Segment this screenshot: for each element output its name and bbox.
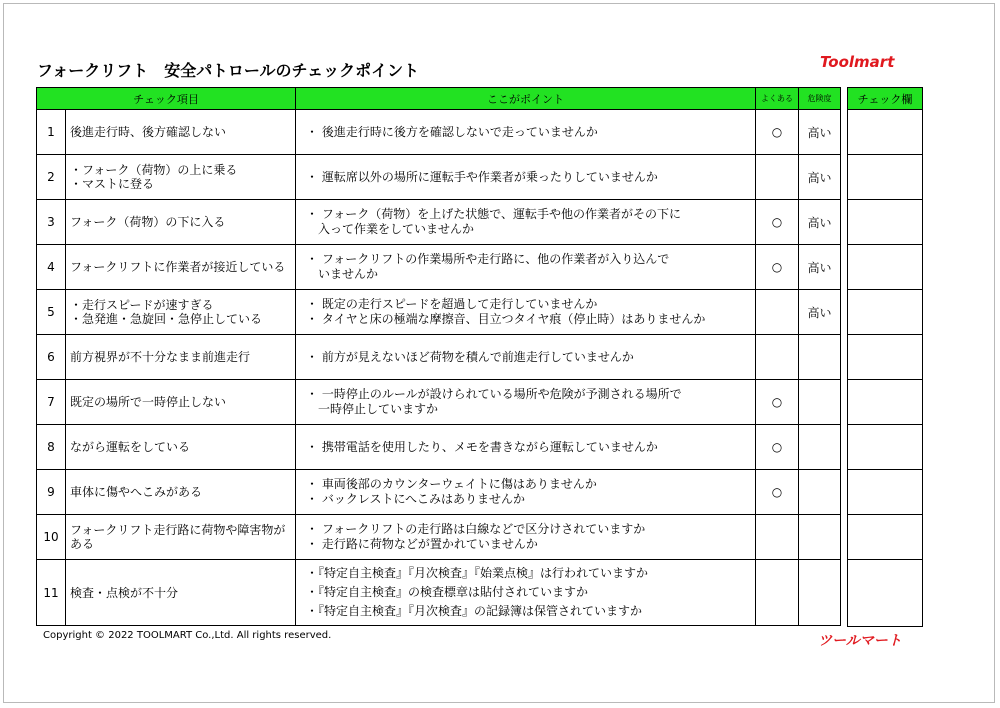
check-item-line: ・マストに登る (70, 177, 155, 191)
point-line: ・ タイヤと床の極端な摩擦音、目立つタイヤ痕（停止時）はありませんか (306, 312, 706, 326)
table-row (37, 335, 841, 380)
point-line: いませんか (306, 267, 379, 281)
risk-level (799, 515, 841, 560)
row-number: 3 (37, 200, 66, 245)
check-item-line: ・急発進・急旋回・急停止している (70, 312, 263, 326)
table-row (37, 110, 841, 155)
point-cell (296, 470, 756, 515)
point-line: ・ 前方が見えないほど荷物を積んで前進走行していませんか (306, 349, 634, 364)
check-box-cell[interactable] (848, 110, 923, 155)
check-row (848, 290, 923, 335)
risk-level: 高い (799, 290, 841, 335)
table-row (37, 470, 841, 515)
risk-level: 高い (799, 155, 841, 200)
check-item-line: ながら運転をしている (70, 440, 191, 454)
table-header-row (37, 88, 841, 110)
check-box-cell[interactable] (848, 335, 923, 380)
point-line: ・ フォークリフトの走行路は白線などで区分けされていますか (306, 522, 646, 536)
point-cell (296, 200, 756, 245)
toolmart-logo (818, 52, 922, 70)
check-box-cell[interactable] (848, 245, 923, 290)
row-number: 8 (37, 425, 66, 470)
header-risk: 危険度 (799, 88, 841, 110)
table-row (37, 560, 841, 626)
check-item (66, 110, 296, 155)
point-line: ・『特定自主検査』『月次検査』の記録簿は保管されていますか (306, 604, 643, 618)
check-item (66, 560, 296, 626)
check-item-line: 検査・点検が不十分 (70, 585, 179, 600)
point-line: 一時停止していますか (306, 402, 439, 416)
point-line: ・ 後進走行時に後方を確認しないで走っていませんか (306, 124, 598, 139)
check-item (66, 425, 296, 470)
row-number: 9 (37, 470, 66, 515)
check-item (66, 245, 296, 290)
point-line: ・ 携帯電話を使用したり、メモを書きながら運転していませんか (306, 439, 658, 454)
check-row (848, 425, 923, 470)
page-title: フォークリフト 安全パトロールのチェックポイント (37, 61, 420, 80)
check-item (66, 335, 296, 380)
frequent-mark (756, 155, 799, 200)
risk-level (799, 470, 841, 515)
frequent-mark: ○ (756, 425, 799, 470)
frequent-mark (756, 515, 799, 560)
frequent-mark: ○ (756, 245, 799, 290)
frequent-mark (756, 560, 799, 626)
table-row (37, 290, 841, 335)
point-line: ・ 車両後部のカウンターウェイトに傷はありませんか (306, 477, 597, 491)
check-row (848, 110, 923, 155)
check-item-line: フォークリフトに作業者が接近している (70, 260, 286, 274)
risk-level (799, 335, 841, 380)
point-line: ・ 運転席以外の場所に運転手や作業者が乗ったりしていませんか (306, 169, 658, 184)
risk-level: 高い (799, 110, 841, 155)
point-cell (296, 380, 756, 425)
table-row (37, 515, 841, 560)
header-check-item: チェック項目 (37, 88, 296, 110)
row-number: 4 (37, 245, 66, 290)
toolmart-katakana-logo-text: ツールマート (818, 633, 902, 648)
checkpoint-table (36, 87, 841, 626)
point-line: ・ 既定の走行スピードを超過して走行していませんか (306, 297, 598, 311)
check-item-line: ある (70, 537, 95, 551)
check-row (848, 245, 923, 290)
risk-level (799, 380, 841, 425)
check-item (66, 380, 296, 425)
check-item (66, 290, 296, 335)
point-line: ・ 一時停止のルールが設けられている場所や危険が予測される場所で (306, 387, 682, 401)
check-item-line: ・走行スピードが速すぎる (70, 298, 214, 312)
check-row (848, 515, 923, 560)
row-number: 1 (37, 110, 66, 155)
point-line: ・ 走行路に荷物などが置かれていませんか (306, 537, 538, 551)
check-item-line: ・フォーク（荷物）の上に乗る (70, 163, 238, 177)
check-item (66, 155, 296, 200)
check-item-line: フォーク（荷物）の下に入る (70, 215, 226, 229)
row-number: 6 (37, 335, 66, 380)
check-item-line: フォークリフト走行路に荷物や障害物が (70, 523, 286, 537)
row-number: 5 (37, 290, 66, 335)
check-row (848, 200, 923, 245)
check-column-table (847, 87, 923, 627)
check-box-cell[interactable] (848, 560, 923, 627)
risk-level: 高い (799, 245, 841, 290)
frequent-mark: ○ (756, 470, 799, 515)
point-cell (296, 245, 756, 290)
check-box-cell[interactable] (848, 515, 923, 560)
point-cell (296, 425, 756, 470)
header-point: ここがポイント (296, 88, 756, 110)
check-row (848, 380, 923, 425)
frequent-mark: ○ (756, 110, 799, 155)
frequent-mark: ○ (756, 380, 799, 425)
point-line: ・ フォーク（荷物）を上げた状態で、運転手や他の作業者がその下に (306, 207, 681, 221)
toolmart-katakana-logo (816, 630, 922, 648)
point-cell (296, 515, 756, 560)
table-row (37, 200, 841, 245)
row-number: 11 (37, 560, 66, 626)
row-number: 7 (37, 380, 66, 425)
header-check-column: チェック欄 (848, 88, 923, 110)
point-line: ・ バックレストにへこみはありませんか (306, 492, 525, 506)
frequent-mark (756, 335, 799, 380)
risk-level: 高い (799, 200, 841, 245)
check-item-line: 前方視界が不十分なまま前進走行 (70, 350, 251, 364)
point-line: ・『特定自主検査』の検査標章は貼付されていますか (306, 585, 589, 599)
point-cell (296, 290, 756, 335)
check-row (848, 560, 923, 627)
check-item-line: 車体に傷やへこみがある (70, 485, 203, 499)
point-cell (296, 155, 756, 200)
check-box-cell[interactable] (848, 380, 923, 425)
table-row (37, 425, 841, 470)
point-line: ・ フォークリフトの作業場所や走行路に、他の作業者が入り込んで (306, 252, 670, 266)
check-row (848, 335, 923, 380)
check-item (66, 515, 296, 560)
check-box-cell[interactable] (848, 470, 923, 515)
frequent-mark (756, 290, 799, 335)
row-number: 10 (37, 515, 66, 560)
check-box-cell[interactable] (848, 290, 923, 335)
frequent-mark: ○ (756, 200, 799, 245)
table-row (37, 380, 841, 425)
copyright-text: Copyright © 2022 TOOLMART Co.,Ltd. All rights reserved. (43, 630, 332, 641)
check-row (848, 470, 923, 515)
table-row (37, 245, 841, 290)
check-row (848, 155, 923, 200)
check-box-cell[interactable] (848, 200, 923, 245)
point-line: ・『特定自主検査』『月次検査』『始業点検』は行われていますか (306, 566, 649, 580)
check-box-cell[interactable] (848, 425, 923, 470)
check-item-line: 既定の場所で一時停止しない (70, 395, 227, 409)
check-box-cell[interactable] (848, 155, 923, 200)
check-item-line: 後進走行時、後方確認しない (70, 125, 227, 139)
risk-level (799, 425, 841, 470)
point-cell (296, 335, 756, 380)
risk-level (799, 560, 841, 626)
row-number: 2 (37, 155, 66, 200)
point-line: 入って作業をしていませんか (306, 222, 475, 236)
check-item (66, 470, 296, 515)
check-item (66, 200, 296, 245)
toolmart-logo-text: Toolmart (820, 53, 895, 70)
table-row (37, 155, 841, 200)
point-cell (296, 560, 756, 626)
point-cell (296, 110, 756, 155)
header-frequent: よくある (756, 88, 799, 110)
